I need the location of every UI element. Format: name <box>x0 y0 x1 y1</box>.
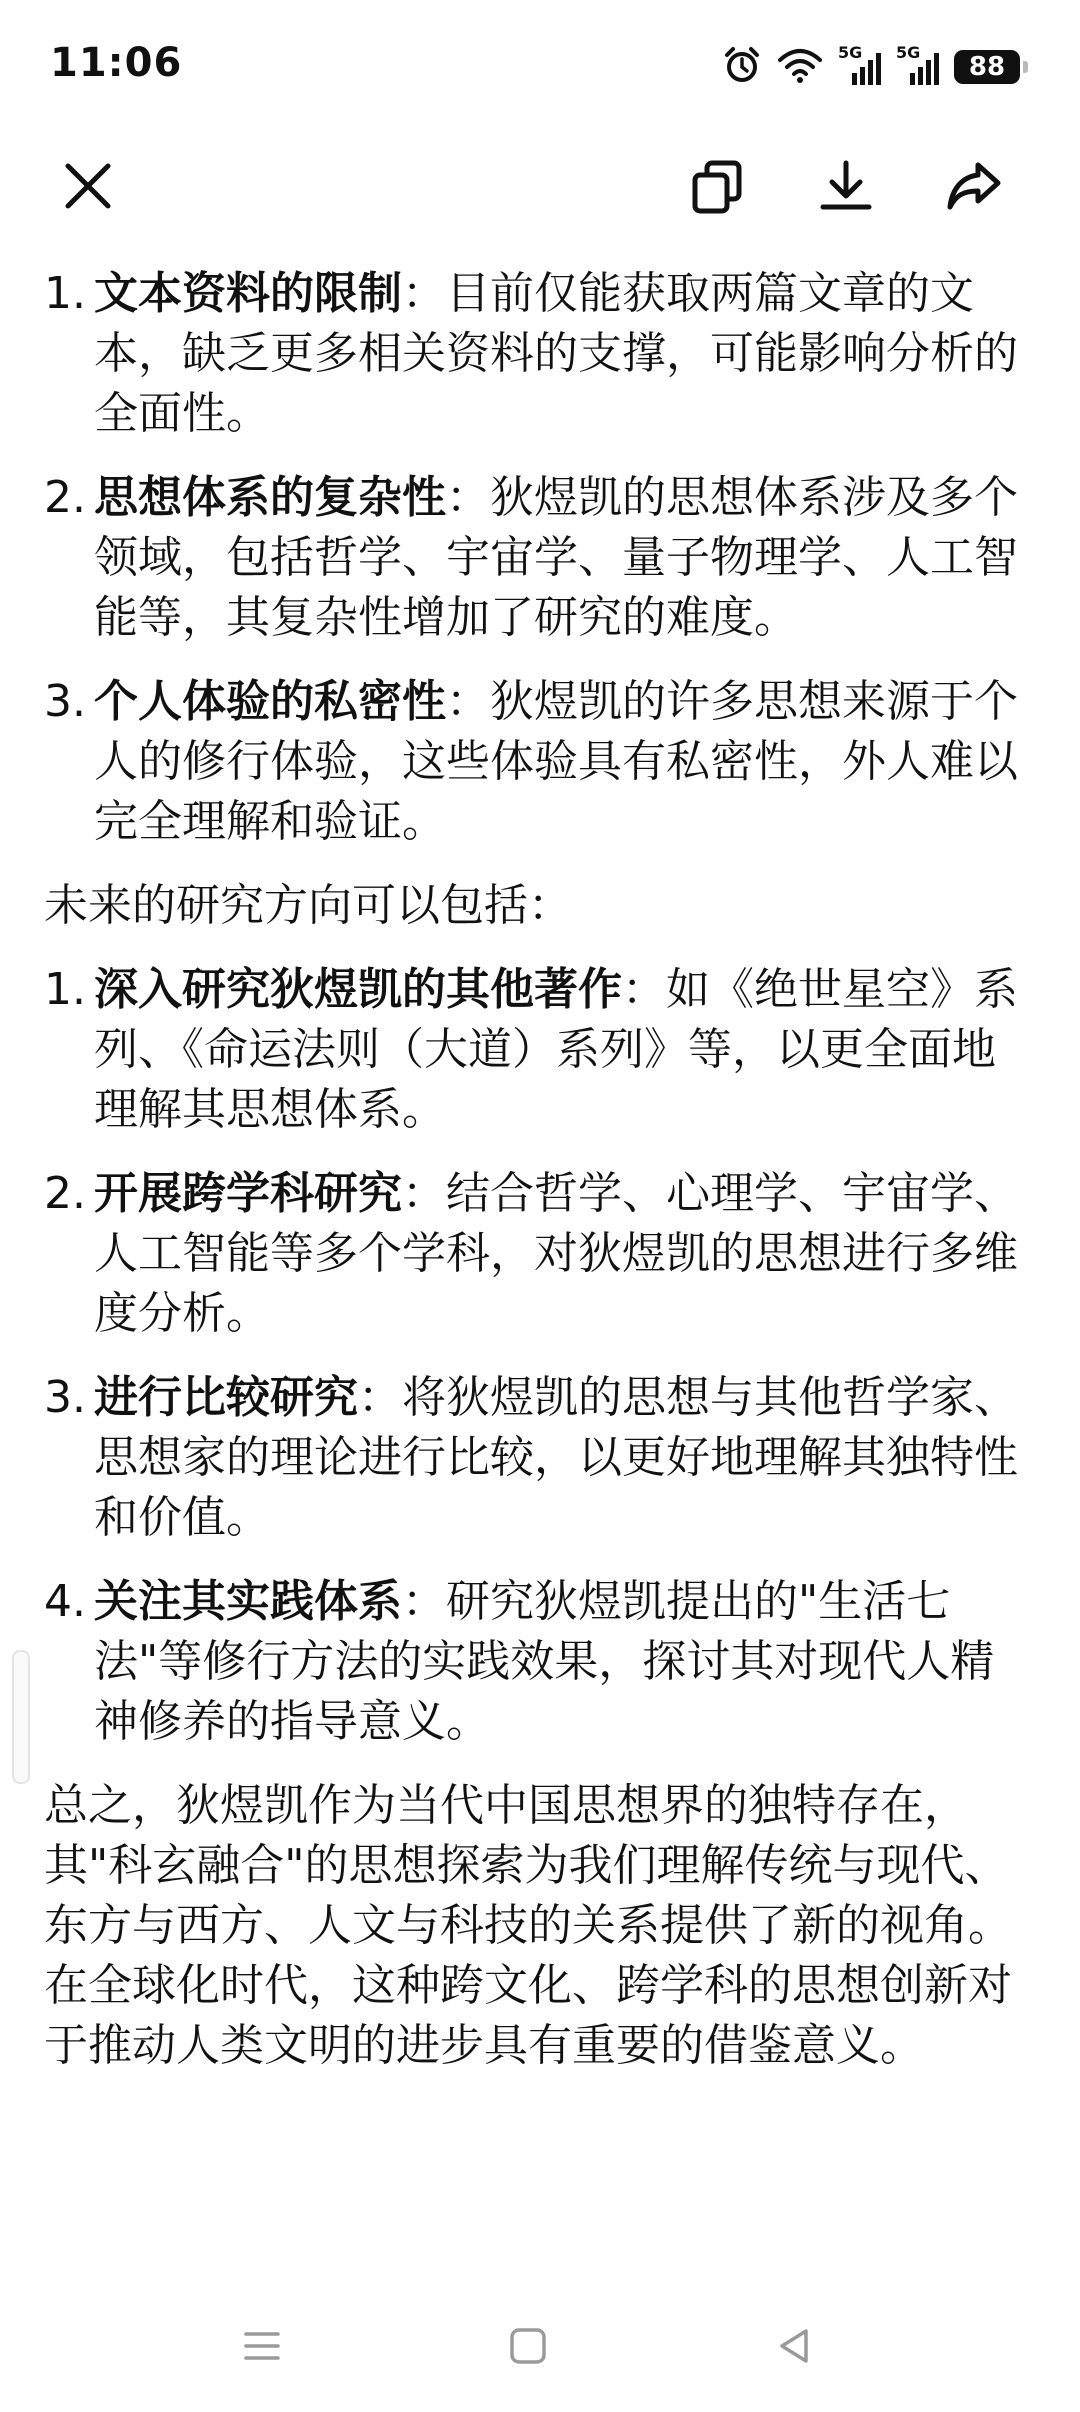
back-button[interactable] <box>762 2314 826 2378</box>
list-number: 1. <box>44 964 86 1015</box>
signal-label: 5G <box>896 43 921 62</box>
toolbar <box>0 130 1080 240</box>
signal-5g-icon <box>838 43 882 87</box>
list-number: 3. <box>44 1372 86 1423</box>
list-item <box>44 672 1034 852</box>
status-time: 11:06 <box>50 40 183 86</box>
status-bar <box>0 0 1080 130</box>
share-icon <box>944 157 1004 215</box>
list-item-text: ：将狄煜凯的思想与其他哲学家、思想家的理论进行比较，以更好地理解其独特性和价值。 <box>94 1372 1018 1543</box>
list-item <box>44 1368 1034 1548</box>
list-item-title: 深入研究狄煜凯的其他著作 <box>94 964 622 1015</box>
list-item <box>44 960 1034 1140</box>
list-item-text: ：目前仅能获取两篇文章的文本，缺乏更多相关资料的支撑，可能影响分析的全面性。 <box>94 268 1018 439</box>
list-item-text: ：狄煜凯的思想体系涉及多个领域，包括哲学、宇宙学、量子物理学、人工智能等，其复杂性增加了研究的难度。 <box>94 472 1018 643</box>
list-item-title: 进行比较研究 <box>94 1372 358 1423</box>
home-button[interactable] <box>496 2314 560 2378</box>
battery-icon <box>954 50 1020 84</box>
signal-5g-icon <box>896 43 940 87</box>
list-item-title: 文本资料的限制 <box>94 268 402 319</box>
signal-label: 5G <box>838 43 863 62</box>
list-item <box>44 468 1034 648</box>
list-item-title: 个人体验的私密性 <box>94 676 446 727</box>
home-icon <box>508 2326 548 2366</box>
copy-button[interactable] <box>680 148 756 224</box>
list-number: 1. <box>44 268 86 319</box>
list-number: 4. <box>44 1576 86 1627</box>
list-item <box>44 264 1034 444</box>
close-button[interactable] <box>50 148 126 224</box>
list-item-text: ：结合哲学、心理学、宇宙学、人工智能等多个学科，对狄煜凯的思想进行多维度分析。 <box>94 1168 1018 1339</box>
edge-panel-handle[interactable] <box>12 1650 30 1784</box>
menu-button[interactable] <box>230 2314 294 2378</box>
article-content <box>0 200 1080 2200</box>
list-item-text: ：狄煜凯的许多思想来源于个人的修行体验，这些体验具有私密性，外人难以完全理解和验证。 <box>94 676 1018 847</box>
list-item-title: 开展跨学科研究 <box>94 1168 402 1219</box>
back-icon <box>774 2326 814 2366</box>
limitations-list <box>44 264 1034 852</box>
battery-level: 88 <box>968 52 1006 82</box>
copy-icon <box>689 157 747 215</box>
list-item <box>44 1164 1034 1344</box>
share-button[interactable] <box>936 148 1012 224</box>
list-item-text: ：如《绝世星空》系列、《命运法则（大道）系列》等，以更全面地理解其思想体系。 <box>94 964 1018 1135</box>
conclusion-text: 总之，狄煜凯作为当代中国思想界的独特存在，其"科玄融合"的思想探索为我们理解传统与现代、东方与西方、人文与科技的关系提供了新的视角。在全球化时代，这种跨文化、跨学科的思想创新对于推动人类文明的进步具有重要的借鉴意义。 <box>44 1780 1012 2071</box>
download-button[interactable] <box>808 148 884 224</box>
download-icon <box>817 157 875 215</box>
wifi-icon <box>776 46 824 88</box>
list-number: 2. <box>44 472 86 523</box>
list-item-text: ：研究狄煜凯提出的"生活七法"等修行方法的实践效果，探讨其对现代人精神修养的指导意义。 <box>94 1576 995 1747</box>
list-item-title: 关注其实践体系 <box>94 1576 402 1627</box>
list-item-title: 思想体系的复杂性 <box>94 472 446 523</box>
future-intro-text: 未来的研究方向可以包括： <box>44 880 572 931</box>
list-number: 3. <box>44 676 86 727</box>
navigation-bar <box>0 2290 1080 2412</box>
list-number: 2. <box>44 1168 86 1219</box>
close-icon <box>60 158 116 214</box>
status-icons <box>722 42 1020 92</box>
future-directions-list <box>44 960 1034 1752</box>
list-item <box>44 1572 1034 1752</box>
alarm-icon <box>722 45 762 89</box>
menu-icon <box>242 2326 282 2366</box>
